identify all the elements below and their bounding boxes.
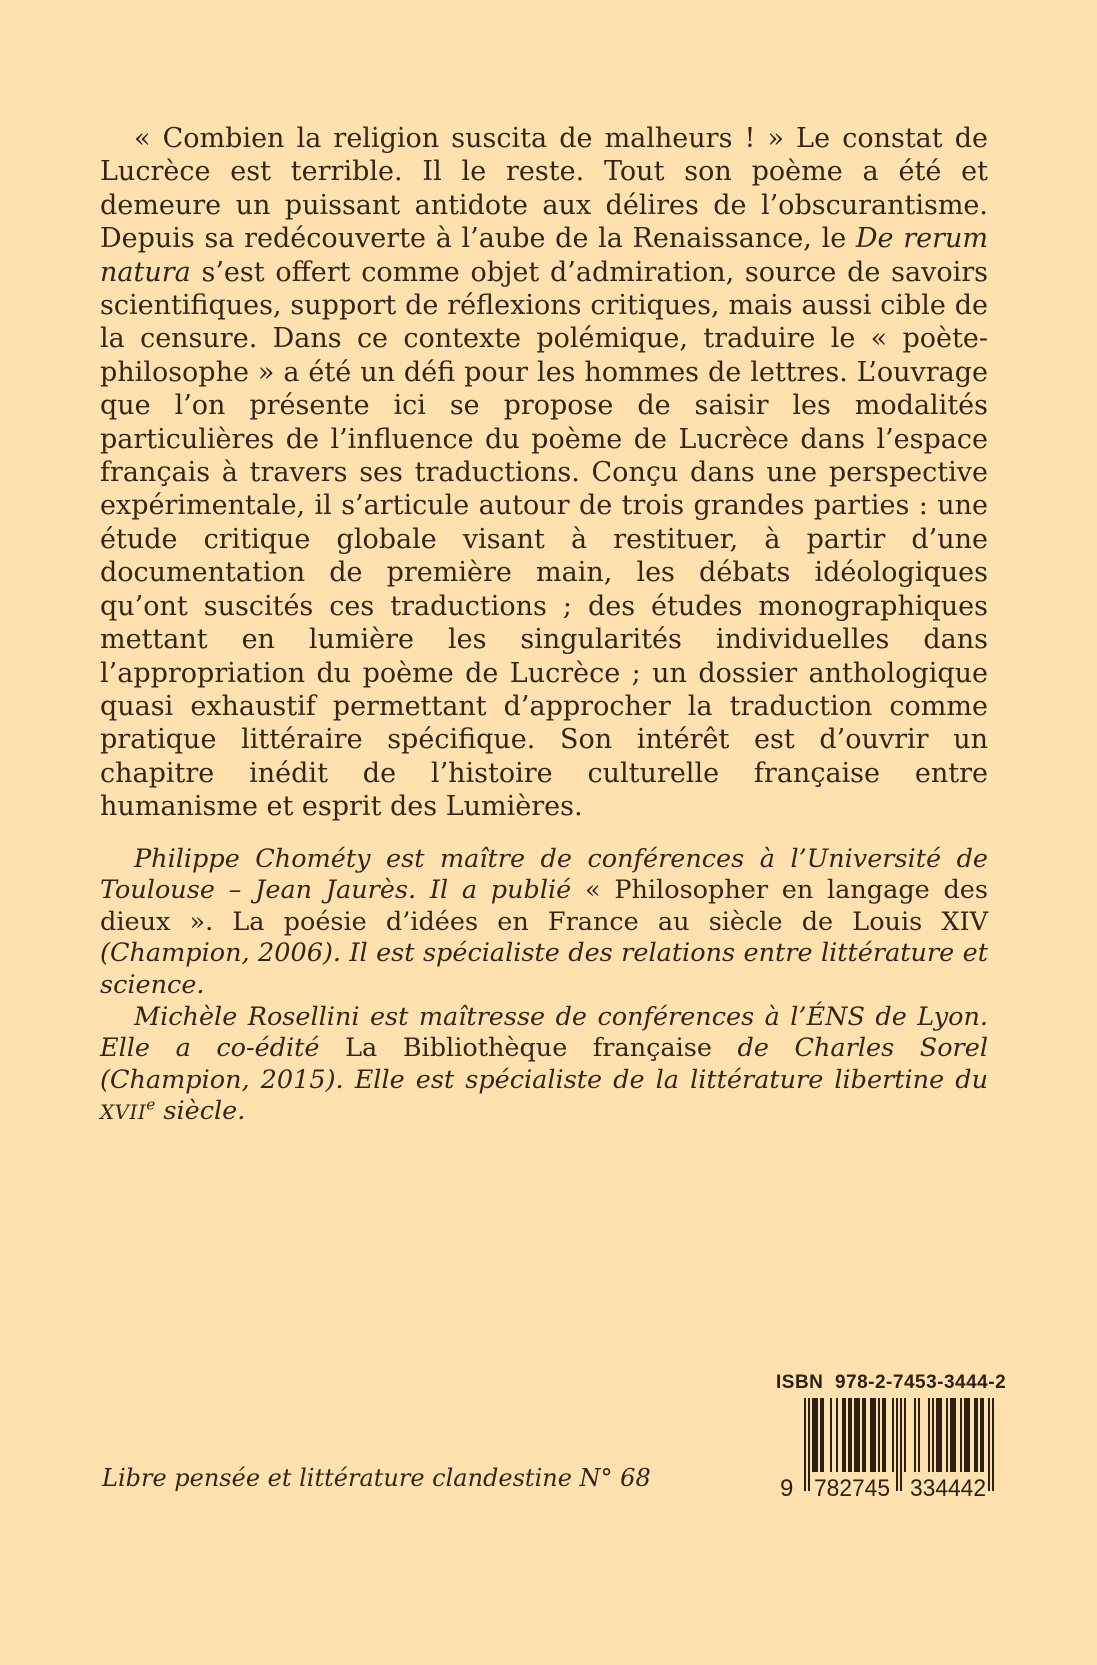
- svg-text:9: 9: [780, 1475, 794, 1499]
- svg-text:334442: 334442: [910, 1475, 986, 1499]
- author-bio-rosellini: [100, 1002, 988, 1129]
- text-segment: Philippe Chométy est maître de conférences à l’Université de Toulouse – Jean Jaurès. Il a publié: [100, 843, 988, 905]
- blurb-paragraph: [100, 122, 988, 824]
- text-segment: (Champion, 2006). Il est spécialiste des relations entre littérature et science.: [100, 938, 988, 1000]
- text-segment: de Charles Sorel (Champion, 2015). Elle est spécialiste de la littérature libertine du: [100, 1033, 988, 1095]
- text-segment: La Bibliothèque française: [345, 1033, 738, 1063]
- series-title: Libre pensée et littérature clandestine N° 68: [102, 1464, 651, 1492]
- text-segment: s’est offert comme objet d’admiration, source de savoirs scientifiques, support de réflexions critiques, mais aussi cible de la censure. Dans ce contexte polémique, traduire le « poète-philosophe » a été un défi pour les hommes de lettres. L’ouvrage que l’on présente ici se propose de saisir les modalités particulières de l’influence du poème de Lucrèce dans l’espace français à travers ses traductions. Conçu dans une perspective expérimentale, il s’articule autour de trois grandes parties : une étude critique globale visant à restituer, à partir d’une documentation de première main, les débats idéologiques qu’ont suscités ces traductions ; des études monographiques mettant en lumière les singularités individuelles dans l’appropriation du poème de Lucrèce ; un dossier anthologique quasi exhaustif permettant d’approcher la traduction comme pratique littéraire spécifique. Son intérêt est d’ouvrir un chapitre inédit de l’histoire culturelle française entre humanisme et esprit des Lumières.: [100, 256, 988, 823]
- isbn-label: ISBN 978-2-7453-3444-2: [776, 1372, 1007, 1393]
- author-bio-chomety: [100, 844, 988, 1002]
- svg-text:782745: 782745: [814, 1475, 890, 1499]
- text-segment: De rerum natura: [100, 223, 988, 288]
- isbn-block: [776, 1372, 1007, 1499]
- ean13-barcode: [778, 1398, 994, 1499]
- text-segment: « Philosopher en langage des dieux ». La poésie d’idées en France au siècle de Louis XIV: [100, 875, 988, 937]
- text-segment: siècle.: [155, 1096, 246, 1126]
- text-segment: XVII: [100, 1101, 147, 1124]
- text-segment: Michèle Rosellini est maîtresse de conférences à l’ÉNS de Lyon. Elle a co-édité: [100, 1001, 988, 1063]
- text-segment: « Combien la religion suscita de malheurs ! » Le constat de Lucrèce est terrible. Il le reste. Tout son poème a été et demeure un puissant antidote aux délires de l’obscurantisme. Depuis sa redécouverte à l’aube de la Renaissance, le: [100, 123, 988, 255]
- text-segment: e: [146, 1095, 156, 1114]
